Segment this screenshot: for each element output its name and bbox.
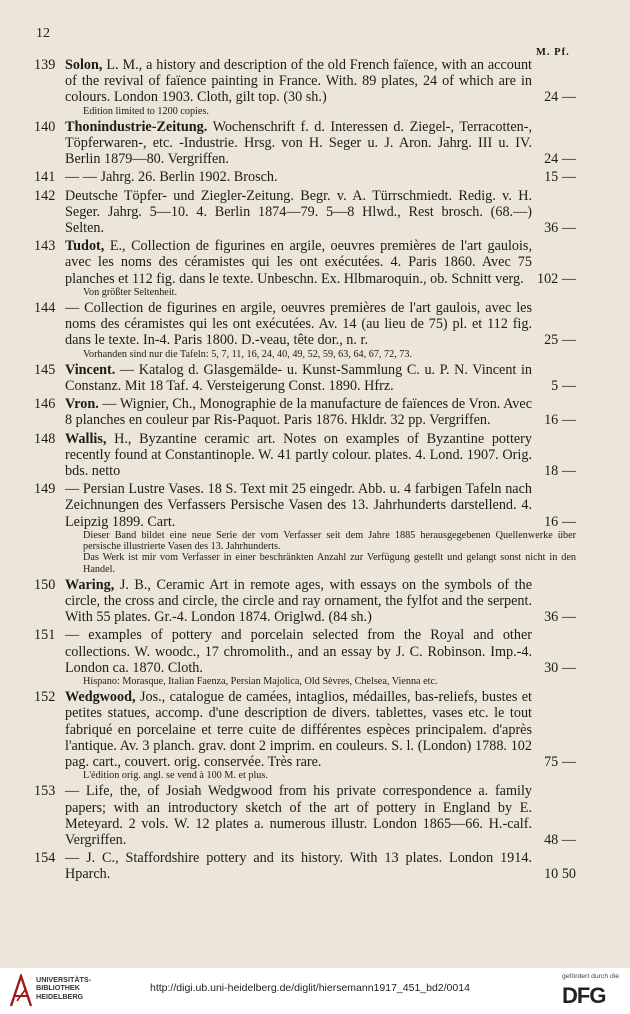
entry-description: Jos., catalogue de camées, intaglios, médailles, bas-reliefs, bustes et petites statues, accomp. d'une description de divers. tablettes, vases etc. le tout fabriqué en porcelaine et terre cuite de différentes espèces principalem. d'après l'antique. Av. 3 planch. grav. dont 2 imprim. en couleurs. S. l. (London) 1788. 102 pag. cart., couvert. orig. conservée. Très rare. xyxy=(65,689,532,770)
entry-note: Vorhanden sind nur die Tafeln: 5, 7, 11, 16, 24, 40, 49, 52, 59, 63, 64, 67, 72, 73. xyxy=(83,348,413,360)
entry-text xyxy=(65,627,576,676)
entry-description: L. M., a history and description of the old French faïence, with an account of the revival of faïence painting in France. With. 89 plates, 24 of which are in colours. London 1903. Cloth, gilt top. (30 sh.) xyxy=(65,57,532,106)
entry-text xyxy=(65,396,576,428)
entry-description: J. B., Ceramic Art in remote ages, with essays on the symbols of the circle, the cross and circle, the circle and ray ornament, the fylfot and the serpent. With 55 plates. Gr.-4. London 1874. Origlwd. (84 sh.) xyxy=(65,576,533,626)
footer-bar xyxy=(0,968,630,1014)
entry-number: 144 xyxy=(34,300,56,317)
entry-price: 10 50 xyxy=(544,866,576,883)
entry-text xyxy=(65,188,576,237)
entry-heading: Vincent. xyxy=(65,361,116,378)
entry-text xyxy=(65,850,576,882)
entry-note: Edition limited to 1200 copies. xyxy=(83,105,209,117)
catalogue-entry xyxy=(34,57,576,117)
entry-note: Das Werk ist mir vom Verfasser in einer beschränkten Anzahl zur Verfügung gestellt und gelangt sonst nicht in den Handel. xyxy=(83,552,576,575)
entry-number: 149 xyxy=(34,481,56,498)
permalink-url[interactable]: http://digi.ub.uni-heidelberg.de/diglit/hiersemann1917_451_bd2/0014 xyxy=(150,982,470,994)
entry-price: 18 — xyxy=(544,463,576,480)
entry-number: 141 xyxy=(34,169,56,186)
entry-number: 145 xyxy=(34,361,56,378)
university-library-logo-icon xyxy=(8,974,34,1008)
entry-price: 15 — xyxy=(544,169,576,186)
entry-body xyxy=(65,188,532,237)
library-name-line: UNIVERSITÄTS- xyxy=(36,975,92,984)
catalogue-entry xyxy=(34,238,576,298)
entry-heading: Wedgwood, xyxy=(65,689,136,706)
entry-heading: Waring, xyxy=(65,576,115,593)
entry-description: — examples of pottery and porcelain selected from the Royal and other collections. W. woodc., 17 chromolith., and an essay by J. C. Robinson. Imp.-4. London ca. 1870. Cloth. xyxy=(65,627,532,676)
entry-note: Dieser Band bildet eine neue Serie der vom Verfasser seit dem Jahre 1885 herausgegebenen Quellenwerke über persische illustrierte Vasen des 13. Jahrhunderts. xyxy=(83,529,576,553)
entry-body xyxy=(65,431,532,480)
entry-description: — J. C., Staffordshire pottery and its history. With 13 plates. London 1914. Hparch. xyxy=(65,850,532,883)
entry-description: — Katalog d. Glasgemälde- u. Kunst-Sammlung C. u. P. N. Vincent in Constanz. Mit 18 Taf. 4. Versteigerung Const. 1890. Hfrz. xyxy=(65,361,532,395)
entry-number: 152 xyxy=(34,689,56,706)
catalogue-entry xyxy=(34,431,576,480)
catalogue-entry xyxy=(34,689,576,781)
entry-body xyxy=(65,362,532,394)
entry-price: 16 — xyxy=(544,412,576,429)
entry-price: 24 — xyxy=(544,151,576,168)
entry-text xyxy=(65,577,576,626)
entry-description: H., Byzantine ceramic art. Notes on examples of Byzantine pottery recently found at Constantinople. W. 41 partly colour. plates. 4. Lond. 1907. Orig. bds. netto xyxy=(65,430,532,480)
entry-number: 154 xyxy=(34,850,56,867)
entry-text xyxy=(65,689,576,770)
entry-body xyxy=(65,850,532,882)
catalogue-entry xyxy=(34,188,576,237)
entry-body xyxy=(65,783,532,848)
catalogue-entry xyxy=(34,627,576,687)
catalogue-entry xyxy=(34,119,576,168)
entry-body xyxy=(65,481,532,530)
dfg-caption: gefördert durch die xyxy=(562,973,620,980)
entry-number: 148 xyxy=(34,430,56,447)
catalogue-entry xyxy=(34,577,576,626)
entry-body xyxy=(65,689,532,770)
entry-text xyxy=(65,119,576,168)
entry-text xyxy=(65,169,576,185)
entry-number: 140 xyxy=(34,118,56,135)
entry-heading: Thonindustrie-Zeitung. xyxy=(65,118,208,135)
entry-body xyxy=(65,577,532,626)
entry-text xyxy=(65,57,576,106)
entry-description: — Life, the, of Josiah Wedgwood from his private correspondence a. family papers; with an introductory sketch of the art of pottery in England by E. Meteyard. 2 vols. W. 12 plates a. numerous illustr. London 1865—66. H.-calf. Vergriffen. xyxy=(65,783,532,848)
entry-heading: Tudot, xyxy=(65,238,105,255)
entry-number: 146 xyxy=(34,396,56,413)
library-name xyxy=(36,976,91,1001)
entry-description: Wochenschrift f. d. Interessen d. Ziegel-, Terracotten-, Töpferwaren-, etc. -Industrie. Hrsg. von H. Seger u. J. Aron. Jahrg. III u. IV. Berlin 1879—80. Vergriffen. xyxy=(65,118,532,168)
entry-description: Deutsche Töpfer- und Ziegler-Zeitung. Begr. v. A. Türrschmiedt. Redig. v. H. Seger. Jahrg. 5—10. 4. Berlin 1874—79. 5—8 Hlwd., Rest brosch. (68.—) Selten. xyxy=(65,187,532,237)
catalogue-entry xyxy=(34,300,576,360)
entry-description: — — Jahrg. 26. Berlin 1902. Brosch. xyxy=(65,169,278,186)
catalogue-entry xyxy=(34,783,576,848)
entry-description: — Persian Lustre Vases. 18 S. Text mit 25 eingedr. Abb. u. 4 farbigen Tafeln nach Zeichnungen des Verfassers Persische Vasen des 13. Jahrhunderts darstellend. 4. Leipzig 1899. Cart. xyxy=(65,481,532,530)
entry-body xyxy=(65,396,532,428)
catalogue-entry xyxy=(34,396,576,428)
entry-note: L'édition orig. angl. se vend à 100 M. et plus. xyxy=(83,770,268,782)
catalogue-entry xyxy=(34,481,576,574)
entry-price: 48 — xyxy=(544,831,576,848)
entry-number: 150 xyxy=(34,576,56,593)
entry-heading: Wallis, xyxy=(65,430,107,447)
entry-number: 143 xyxy=(34,238,56,255)
page-number: 12 xyxy=(36,26,50,41)
catalogue-entries xyxy=(34,57,576,883)
catalogue-entry xyxy=(34,169,576,185)
library-name-line: HEIDELBERG xyxy=(36,991,84,1001)
entry-heading: Solon, xyxy=(65,57,103,73)
entry-body xyxy=(65,169,532,185)
entry-description: — Wignier, Ch., Monographie de la manufacture de faïences de Vron. Avec 8 planches en couleur par Ris-Paquot. Paris 1876. Hkldr. 32 pp. Vergriffen. xyxy=(65,396,532,429)
entry-text xyxy=(65,362,576,394)
catalogue-entry xyxy=(34,362,576,394)
entry-heading: Vron. xyxy=(65,396,99,413)
entry-text xyxy=(65,783,576,848)
entry-text xyxy=(65,481,576,530)
entry-price: 5 — xyxy=(551,378,576,395)
entry-body xyxy=(65,627,532,676)
entry-body xyxy=(65,119,532,168)
entry-price: 16 — xyxy=(544,513,576,530)
entry-price: 25 — xyxy=(544,332,576,349)
entry-description: E., Collection de figurines en argile, oeuvres premières de l'art gaulois, avec les noms des céramistes qui les ont exécutées. 4. Paris 1860. Avec 75 planches et 112 fig. dans le texte. Unbeschn. Ex. Hlbmaroquin., ob. Schnitt verg. xyxy=(65,238,533,287)
entry-price: 24 — xyxy=(544,89,576,106)
entry-note: Von größter Seltenheit. xyxy=(83,286,178,298)
entry-body xyxy=(65,300,532,349)
dfg-logo: DFG xyxy=(562,983,606,1008)
entry-number: 139 xyxy=(34,57,56,73)
entry-price: 30 — xyxy=(544,659,576,676)
entry-text xyxy=(65,300,576,349)
entry-body xyxy=(65,57,532,106)
entry-price: 75 — xyxy=(544,753,576,770)
entry-number: 142 xyxy=(34,187,56,204)
entry-description: — Collection de figurines en argile, oeuvres premières de l'art gaulois, avec les noms des céramistes qui les ont exécutées. Av. 14 (au lieu de 75) pl. et 112 fig. dans le texte. In-4. Paris 1800. D.-veau, tête dor., n. r. xyxy=(65,300,532,349)
entry-price: 102 — xyxy=(536,270,576,287)
catalogue-entry xyxy=(34,850,576,882)
entry-text xyxy=(65,431,576,480)
entry-body xyxy=(65,238,532,287)
entry-number: 153 xyxy=(34,783,56,800)
entry-number: 151 xyxy=(34,627,56,644)
entry-text xyxy=(65,238,576,287)
entry-price: 36 — xyxy=(544,609,576,626)
price-column-header: M. Pf. xyxy=(536,47,570,58)
entry-note: Hispano: Morasque, Italian Faenza, Persian Majolica, Old Sèvres, Chelsea, Vienna etc. xyxy=(83,675,438,687)
library-name-line: BIBLIOTHEK xyxy=(36,983,80,993)
entry-price: 36 — xyxy=(544,220,576,237)
